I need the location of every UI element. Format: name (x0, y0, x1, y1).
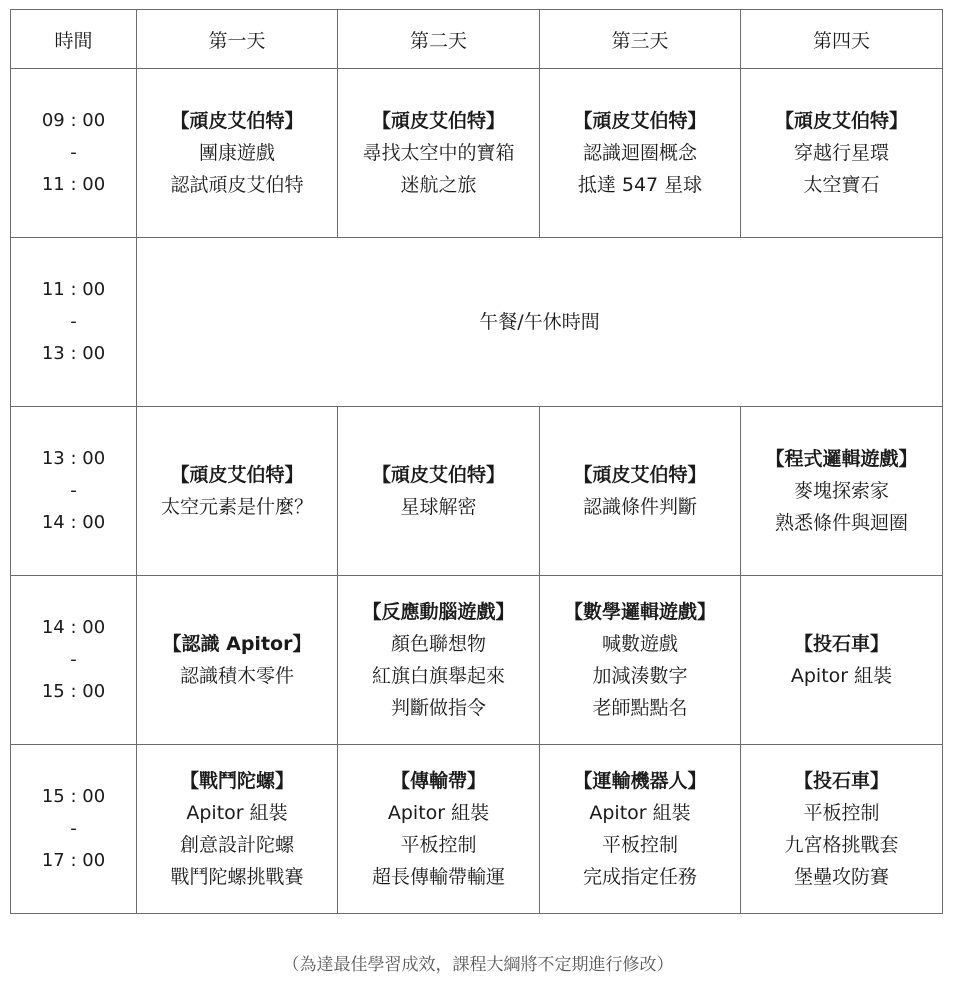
activity-title: 【運輸機器人】 (573, 770, 707, 792)
header-day-4: 第四天 (741, 10, 943, 69)
activity-cell (540, 745, 741, 914)
lunch-break-label: 午餐/午休時間 (479, 311, 600, 333)
time-end: 11 : 00 (41, 174, 106, 195)
lunch-break-cell (137, 238, 943, 407)
activity-cell (338, 745, 540, 914)
activity-line: 認識條件判斷 (582, 496, 697, 518)
time-cell (11, 745, 137, 914)
activity-line: 判斷做指令 (390, 697, 486, 719)
time-end: 13 : 00 (41, 343, 106, 364)
activity-line: 穿越行星環 (793, 142, 889, 164)
table-row (11, 407, 943, 576)
activity-line: 紅旗白旗舉起來 (371, 665, 505, 687)
activity-line: 認識迴圈概念 (582, 142, 697, 164)
activity-cell (338, 407, 540, 576)
activity-cell (137, 745, 338, 914)
activity-title: 【頑皮艾伯特】 (573, 110, 707, 132)
activity-line: 熟悉條件與迴圈 (774, 512, 908, 534)
time-separator: - (70, 142, 77, 163)
time-start: 14 : 00 (41, 617, 106, 638)
activity-title: 【戰鬥陀螺】 (179, 770, 294, 792)
header-day-3: 第三天 (540, 10, 741, 69)
time-end: 14 : 00 (41, 512, 106, 533)
activity-line: 平板控制 (601, 834, 678, 856)
activity-title: 【頑皮艾伯特】 (170, 464, 304, 486)
activity-title: 【頑皮艾伯特】 (774, 110, 908, 132)
time-start: 13 : 00 (41, 448, 106, 469)
activity-cell (137, 576, 338, 745)
header-time: 時間 (11, 10, 137, 69)
activity-title: 【認識 Apitor】 (162, 633, 312, 655)
time-end: 17 : 00 (41, 850, 106, 871)
activity-line: 喊數遊戲 (601, 633, 678, 655)
activity-line: 戰鬥陀螺挑戰賽 (170, 866, 304, 888)
activity-line: 麥塊探索家 (793, 480, 889, 502)
header-day-2: 第二天 (338, 10, 540, 69)
activity-line: 超長傳輸帶輸運 (371, 866, 505, 888)
activity-line: Apitor 組裝 (186, 802, 288, 824)
table-row (11, 69, 943, 238)
table-row (11, 576, 943, 745)
time-separator: - (70, 649, 77, 670)
activity-cell (540, 407, 741, 576)
activity-line: 尋找太空中的寶箱 (362, 142, 515, 164)
activity-line: 星球解密 (400, 496, 477, 518)
activity-line: 團康遊戲 (198, 142, 275, 164)
schedule-table (10, 9, 943, 914)
activity-line: Apitor 組裝 (589, 802, 691, 824)
table-row (11, 745, 943, 914)
activity-cell (741, 407, 943, 576)
time-start: 15 : 00 (41, 786, 106, 807)
activity-cell (338, 576, 540, 745)
activity-line: 太空寶石 (803, 174, 880, 196)
activity-title: 【頑皮艾伯特】 (371, 110, 505, 132)
header-day-1: 第一天 (137, 10, 338, 69)
activity-title: 【頑皮艾伯特】 (573, 464, 707, 486)
activity-cell (741, 745, 943, 914)
activity-title: 【程式邏輯遊戲】 (765, 448, 918, 470)
footnote: （為達最佳學習成效，課程大綱將不定期進行修改） (282, 955, 674, 975)
activity-title: 【傳輸帶】 (390, 770, 486, 792)
activity-line: Apitor 組裝 (387, 802, 490, 824)
activity-line: 太空元素是什麼？ (160, 496, 313, 518)
activity-line: 堡壘攻防賽 (793, 866, 889, 888)
activity-line: 認試頑皮艾伯特 (170, 174, 304, 196)
time-cell (11, 407, 137, 576)
time-end: 15 : 00 (41, 681, 106, 702)
activity-line: 老師點點名 (592, 697, 688, 719)
activity-title: 【投石車】 (793, 633, 889, 655)
activity-line: 完成指定任務 (582, 866, 697, 888)
time-cell (11, 238, 137, 407)
activity-title: 【投石車】 (793, 770, 889, 792)
activity-line: Apitor 組裝 (790, 665, 893, 687)
activity-cell (540, 576, 741, 745)
activity-cell (137, 69, 338, 238)
activity-cell (741, 69, 943, 238)
activity-line: 九宮格挑戰套 (784, 834, 899, 856)
table-row (11, 238, 943, 407)
time-cell (11, 69, 137, 238)
activity-line: 顏色聯想物 (390, 633, 486, 655)
activity-title: 【頑皮艾伯特】 (371, 464, 505, 486)
time-separator: - (70, 311, 77, 332)
time-start: 11 : 00 (41, 279, 106, 300)
activity-line: 平板控制 (803, 802, 880, 824)
activity-cell (540, 69, 741, 238)
header-row (11, 10, 943, 69)
time-separator: - (70, 480, 77, 501)
activity-cell (137, 407, 338, 576)
time-start: 09 : 00 (41, 110, 106, 131)
activity-line: 創意設計陀螺 (179, 834, 294, 856)
activity-line: 平板控制 (400, 834, 477, 856)
activity-line: 認識積木零件 (179, 665, 294, 687)
activity-line: 抵達 547 星球 (577, 174, 703, 196)
time-separator: - (70, 818, 77, 839)
activity-title: 【頑皮艾伯特】 (170, 110, 304, 132)
activity-title: 【反應動腦遊戲】 (362, 601, 515, 623)
activity-title: 【數學邏輯遊戲】 (563, 601, 716, 623)
activity-line: 加減湊數字 (592, 665, 688, 687)
activity-line: 迷航之旅 (400, 174, 477, 196)
time-cell (11, 576, 137, 745)
activity-cell (741, 576, 943, 745)
activity-cell (338, 69, 540, 238)
